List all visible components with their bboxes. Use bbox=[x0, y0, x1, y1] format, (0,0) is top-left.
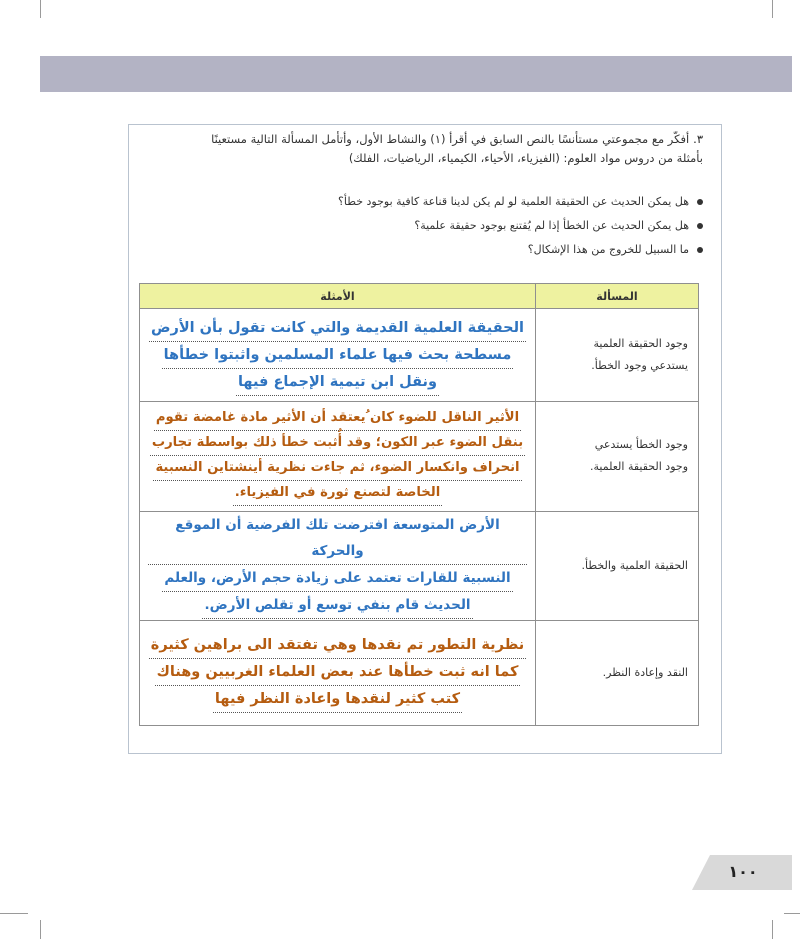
example-cell bbox=[140, 511, 536, 620]
example-cell bbox=[140, 309, 536, 402]
list-item: ما السبيل للخروج من هذا الإشكال؟ bbox=[143, 238, 703, 262]
crop-mark bbox=[40, 0, 41, 18]
header-issue: المسألة bbox=[536, 284, 699, 309]
handwritten-line: الأرض المتوسعة افترضت تلك الفرضية أن الموقع والحركة bbox=[148, 512, 527, 565]
handwritten-line: النسبية للقارات تعتمد على زيادة حجم الأرض، والعلم bbox=[162, 565, 512, 592]
handwritten-line: بنقل الضوء عبر الكون؛ وقد أُثبت خطأ ذلك بواسطة تجارب bbox=[150, 431, 525, 456]
issue-cell: النقد وإعادة النظر. bbox=[536, 620, 699, 725]
bullet-icon bbox=[697, 223, 703, 229]
bullet-icon bbox=[697, 199, 703, 205]
handwritten-line: الحقيقة العلمية القديمة والتي كانت تقول بأن الأرض bbox=[149, 315, 526, 342]
question-number: ٣. bbox=[693, 132, 703, 146]
handwritten-line: انحراف وانكسار الضوء، ثم جاءت نظرية أينشتاين النسبية bbox=[153, 456, 521, 481]
handwritten-line: الخاصة لتصنع ثورة في الفيزياء. bbox=[233, 481, 443, 506]
handwritten-line: ونقل ابن تيمية الإجماع فيها bbox=[236, 369, 439, 396]
table-row bbox=[140, 402, 699, 511]
crop-mark bbox=[0, 913, 28, 914]
crop-mark bbox=[772, 0, 773, 18]
table-row bbox=[140, 309, 699, 402]
handwritten-line: نظرية التطور تم نقدها وهي تفتقد الى براهين كثيرة bbox=[149, 632, 526, 659]
table-header-row bbox=[140, 284, 699, 309]
handwritten-line: كتب كثير لنقدها واعادة النظر فيها bbox=[213, 686, 462, 713]
question-paragraph bbox=[143, 130, 703, 168]
issue-cell: وجود الحقيقة العلمية يستدعي وجود الخطأ. bbox=[536, 309, 699, 402]
handwritten-line: الحديث قام بنفي توسع أو تقلص الأرض. bbox=[202, 592, 472, 619]
page-number: ١٠٠ bbox=[728, 862, 758, 881]
crop-mark bbox=[40, 920, 41, 939]
table-row bbox=[140, 620, 699, 725]
header-banner bbox=[40, 56, 792, 92]
handwritten-line: كما انه ثبت خطأها عند بعض العلماء الغربيين وهناك bbox=[155, 659, 521, 686]
list-item: هل يمكن الحديث عن الخطأ إذا لم يُقتنع بوجود حقيقة علمية؟ bbox=[143, 214, 703, 238]
crop-mark bbox=[784, 913, 800, 914]
question-line-2: بأمثلة من دروس مواد العلوم: (الفيزياء، الأحياء، الكيمياء، الرياضيات، الفلك) bbox=[348, 151, 703, 165]
question-list bbox=[143, 190, 703, 262]
handwritten-line: الأثير الناقل للضوء كان ُيعتقد أن الأثير مادة غامضة تقوم bbox=[154, 406, 521, 431]
list-item: هل يمكن الحديث عن الحقيقة العلمية لو لم يكن لدينا قناعة كافية بوجود خطأ؟ bbox=[143, 190, 703, 214]
issue-cell: وجود الخطأ يستدعي وجود الحقيقة العلمية. bbox=[536, 402, 699, 511]
example-cell bbox=[140, 402, 536, 511]
header-examples: الأمثلة bbox=[140, 284, 536, 309]
crop-mark bbox=[772, 920, 773, 939]
issue-cell: الحقيقة العلمية والخطأ. bbox=[536, 511, 699, 620]
question-line-1: أفكّر مع مجموعتي مستأنسًا بالنص السابق في أقرأ (١) والنشاط الأول، وأتأمل المسألة التالية مستعينًا bbox=[211, 132, 690, 146]
table-row bbox=[140, 511, 699, 620]
handwritten-line: مسطحة بحث فيها علماء المسلمين واثبتوا خطأها bbox=[162, 342, 514, 369]
bullet-icon bbox=[697, 247, 703, 253]
issues-table bbox=[139, 283, 699, 726]
example-cell bbox=[140, 620, 536, 725]
